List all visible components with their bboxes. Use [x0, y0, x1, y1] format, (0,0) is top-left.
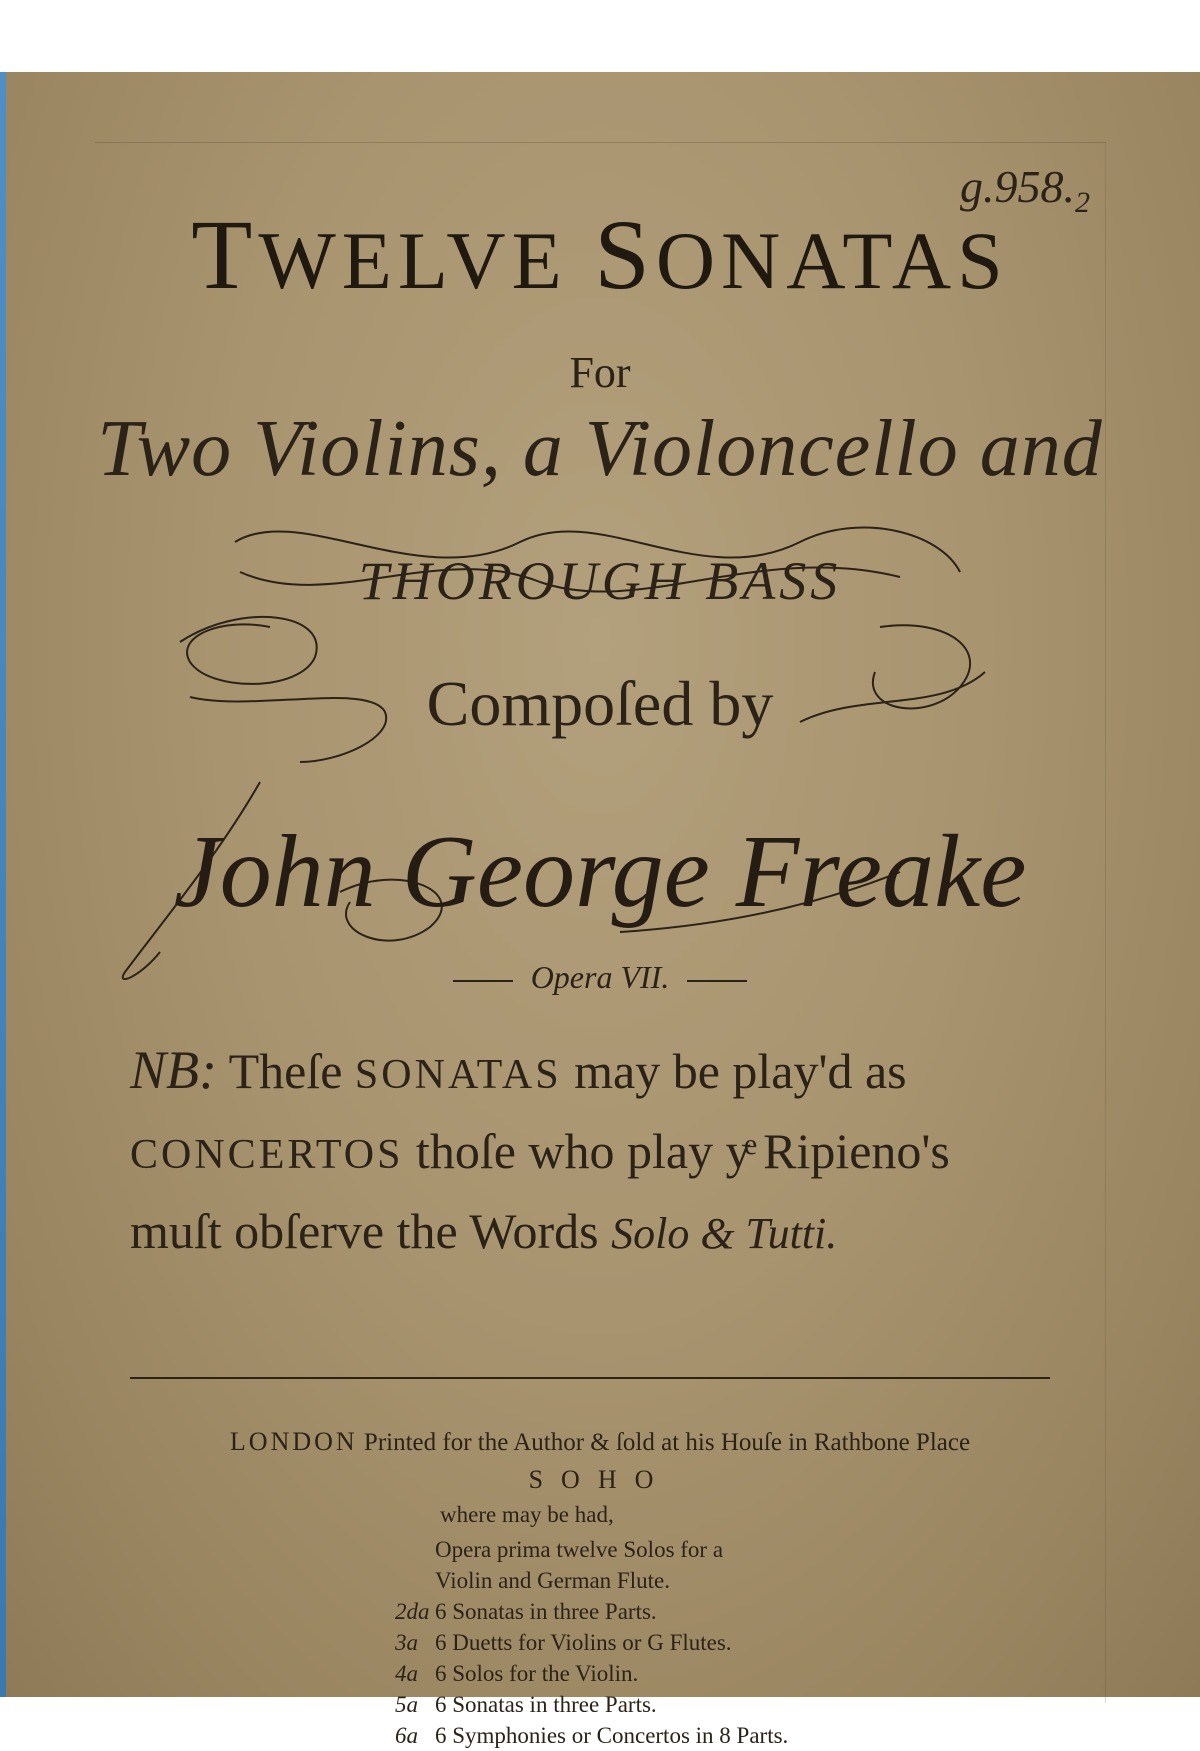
note-line-1 — [130, 1032, 1090, 1113]
list-item — [395, 1627, 788, 1658]
note-concertos: CONCERTOS — [130, 1132, 404, 1178]
shelfmark-main: g.958. — [960, 161, 1075, 212]
imprint-text: Printed for the Author & ſold at his Houſe in Rathbone Place — [357, 1429, 971, 1456]
thorough-bass: THOROUGH BASS — [358, 551, 842, 611]
work-title: Violin and German Flute. — [435, 1568, 670, 1593]
work-title: 6 Symphonies or Concertos in 8 Parts. — [435, 1723, 789, 1748]
list-item — [395, 1689, 788, 1720]
composed-by: Compoſed by — [426, 668, 774, 739]
work-number: 2da — [395, 1599, 430, 1624]
note-text: Theſe — [217, 1043, 355, 1099]
title-word-sonatas: ONATAS — [655, 215, 1009, 306]
list-item — [395, 1534, 788, 1565]
instrumentation: Two Violins, a Violoncello and — [97, 405, 1103, 493]
opus-number — [0, 959, 1200, 996]
work-number: 3a — [395, 1630, 418, 1655]
work-number: 5a — [395, 1692, 418, 1717]
composer-name: John George Freake — [173, 814, 1027, 929]
title-page — [0, 72, 1200, 1748]
note-line-3 — [130, 1193, 1090, 1272]
imprint-london: LONDON — [229, 1427, 358, 1456]
work-title: 6 Duetts for Violins or G Flutes. — [435, 1630, 732, 1655]
where-may-be-had: where may be had, — [440, 1502, 614, 1527]
title-initial-s: S — [594, 199, 656, 310]
for-line: For — [569, 348, 631, 397]
shelfmark-sub: 2 — [1075, 186, 1090, 220]
list-item — [395, 1720, 788, 1751]
works-list — [395, 1534, 788, 1751]
title-initial-t: T — [191, 199, 259, 310]
list-item — [395, 1658, 788, 1689]
title-word-twelve: WELVE — [258, 215, 595, 306]
note-sonatas: SONATAS — [354, 1052, 562, 1098]
opus-dash-right — [687, 980, 747, 982]
page-title — [0, 197, 1200, 312]
opus-label: Opera VII. — [530, 959, 670, 995]
work-title: 6 Sonatas in three Parts. — [435, 1599, 657, 1624]
divider-rule — [130, 1377, 1050, 1379]
note-text: thoſe who play yͤ Ripieno's — [403, 1123, 950, 1179]
imprint-line — [0, 1427, 1200, 1457]
work-title: Opera prima twelve Solos for a — [435, 1537, 724, 1562]
work-title: 6 Solos for the Violin. — [435, 1661, 639, 1686]
work-number: 6a — [395, 1723, 418, 1748]
note-solo-tutti: Solo & Tutti. — [611, 1209, 838, 1258]
list-item — [395, 1596, 788, 1627]
opus-dash-left — [453, 980, 513, 982]
list-item — [395, 1565, 788, 1596]
imprint-soho: SOHO — [528, 1465, 672, 1494]
note-text: muſt obſerve the Words — [130, 1203, 612, 1259]
note-text: may be play'd as — [561, 1043, 907, 1099]
work-number: 4a — [395, 1661, 418, 1686]
nb-mark: NB: — [130, 1040, 217, 1100]
work-title: 6 Sonatas in three Parts. — [435, 1692, 657, 1717]
performance-note — [130, 1032, 1090, 1272]
note-line-2 — [130, 1113, 1090, 1193]
